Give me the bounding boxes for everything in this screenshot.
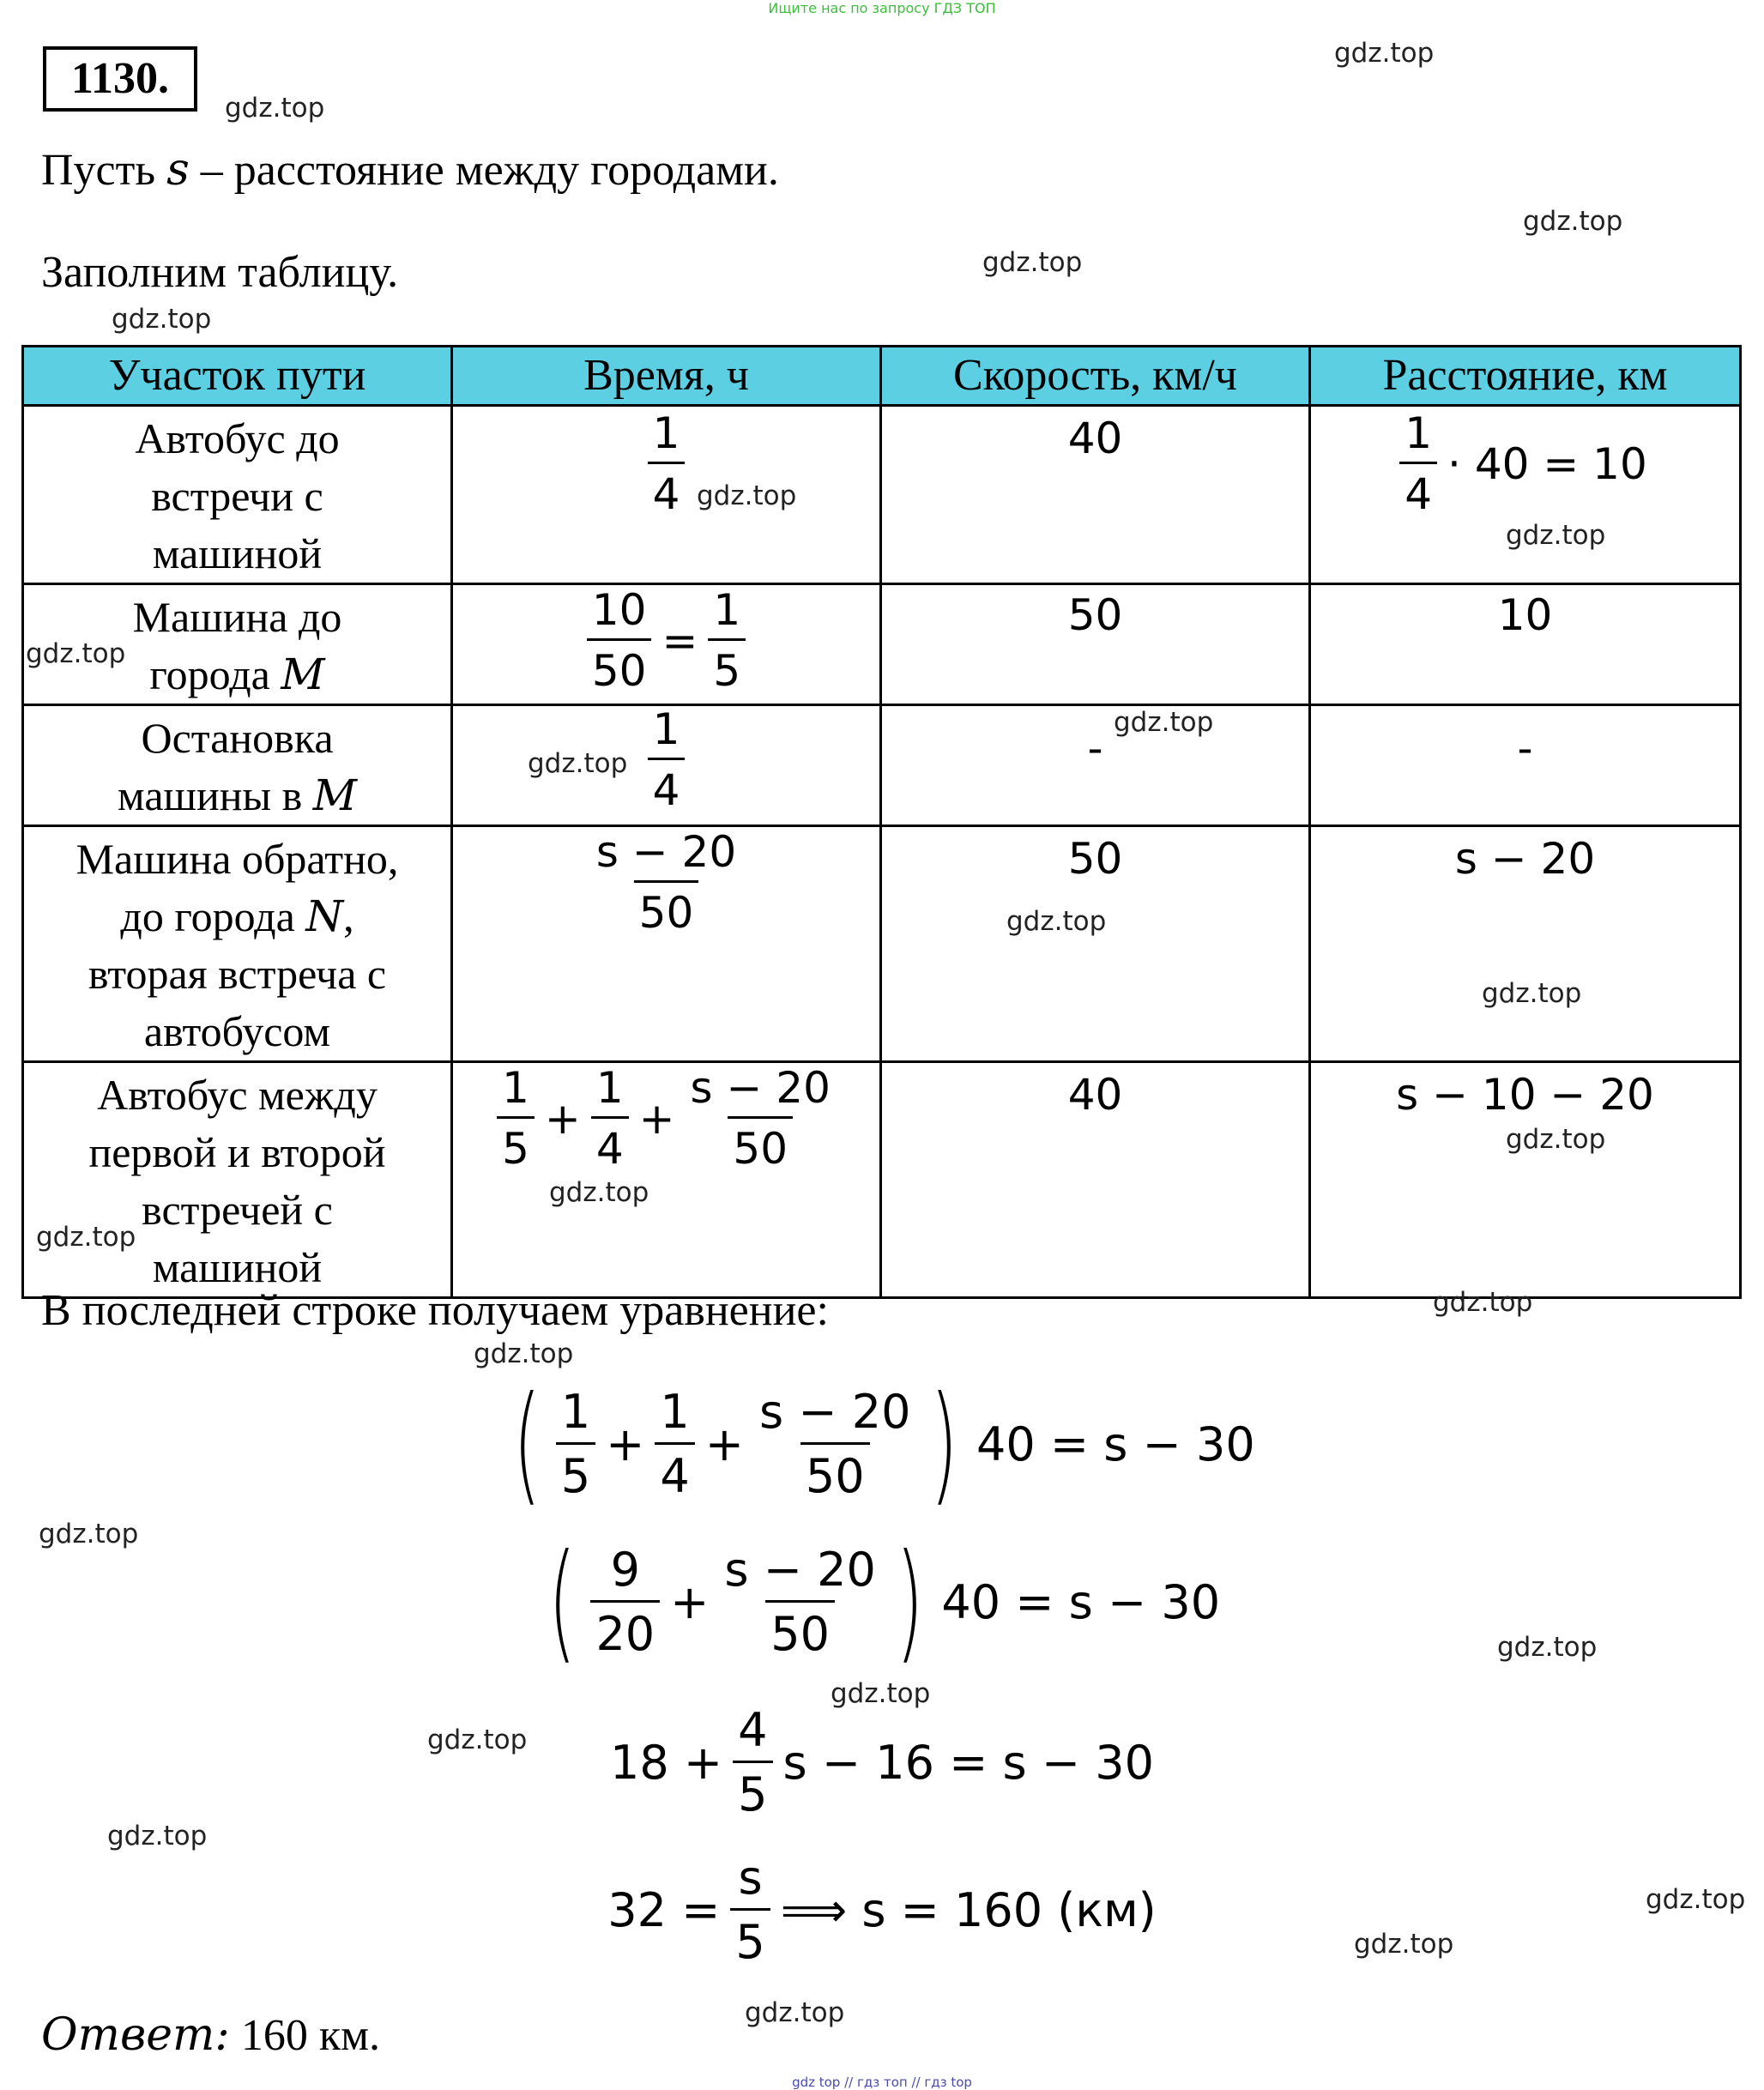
speed-cell: - xyxy=(881,705,1310,826)
watermark: gdz.top xyxy=(697,480,797,511)
distance-cell: s − 10 − 20 xyxy=(1310,1062,1741,1298)
watermark: gdz.top xyxy=(1482,978,1582,1009)
table-row xyxy=(23,705,1741,826)
time-cell: $\frac{1}{4}$ xyxy=(452,406,881,584)
segment-cell: Машина до города M xyxy=(23,584,452,705)
watermark: gdz.top xyxy=(474,1338,574,1369)
segment-cell: Остановка машины в M xyxy=(23,705,452,826)
watermark: gdz.top xyxy=(1506,1124,1606,1155)
speed-cell: 50 xyxy=(881,584,1310,705)
search-hint: Ищите нас по запросу ГДЗ ТОП xyxy=(768,0,996,16)
footer-links: gdz top // гдз топ // гдз top xyxy=(792,2075,972,2090)
segment-cell: Машина обратно, до города N, вторая встреча с автобусом xyxy=(23,826,452,1062)
watermark: gdz.top xyxy=(225,93,325,124)
table-row xyxy=(23,1062,1741,1298)
speed-cell: 40 xyxy=(881,1062,1310,1298)
speed-cell: 50 xyxy=(881,826,1310,1062)
watermark: gdz.top xyxy=(26,638,126,669)
answer xyxy=(41,2009,380,2062)
watermark: gdz.top xyxy=(1433,1287,1533,1318)
task-number: 1130. xyxy=(43,46,197,112)
watermark: gdz.top xyxy=(831,1678,931,1709)
time-cell: $\frac{1}{5}$ + $\frac{1}{4}$ + $\frac{s - 20}{50}$ xyxy=(452,1062,881,1298)
time-cell: $\frac{10}{50}$ = $\frac{1}{5}$ xyxy=(452,584,881,705)
header-segment: Участок пути xyxy=(23,347,452,406)
header-speed: Скорость, км/ч xyxy=(881,347,1310,406)
watermark: gdz.top xyxy=(1497,1632,1598,1663)
watermark: gdz.top xyxy=(1114,707,1214,738)
watermark: gdz.top xyxy=(1006,906,1107,937)
table-row xyxy=(23,584,1741,705)
equation-4: 32 = $\frac{s}{5}$ ⟹ s = 160 (км) xyxy=(607,1851,1157,1969)
watermark: gdz.top xyxy=(549,1177,649,1208)
header-time: Время, ч xyxy=(452,347,881,406)
equation-3: 18 + $\frac{4}{5}$ s − 16 = s − 30 xyxy=(610,1703,1154,1821)
distance-cell: 10 xyxy=(1310,584,1741,705)
table-row xyxy=(23,826,1741,1062)
watermark: gdz.top xyxy=(1506,520,1606,551)
table-row xyxy=(23,406,1741,584)
table-header-row xyxy=(23,347,1741,406)
segment-cell: Автобус между первой и второй встречей с машиной xyxy=(23,1062,452,1298)
solution-table xyxy=(21,345,1742,1299)
watermark: gdz.top xyxy=(1354,1929,1454,1960)
header-distance: Расстояние, км xyxy=(1310,347,1741,406)
equation-intro: В последней строке получаем уравнение: xyxy=(41,1286,829,1335)
time-cell: $\frac{1}{4}$ xyxy=(452,705,881,826)
watermark: gdz.top xyxy=(427,1725,528,1755)
watermark: gdz.top xyxy=(36,1222,136,1253)
equation-1: ( $\frac{1}{5}$ + $\frac{1}{4}$ + $\frac{s - 20}{50}$ ) 40 = s − 30 xyxy=(513,1369,1255,1519)
watermark: gdz.top xyxy=(1334,38,1435,69)
intro-variable: s xyxy=(166,144,190,196)
watermark: gdz.top xyxy=(745,1997,845,2028)
watermark: gdz.top xyxy=(112,304,212,335)
watermark: gdz.top xyxy=(528,748,628,779)
watermark: gdz.top xyxy=(39,1519,139,1549)
answer-label: Ответ: xyxy=(41,2009,230,2061)
watermark: gdz.top xyxy=(1646,1884,1746,1915)
intro-text: Пусть s – расстояние между городами. xyxy=(41,144,779,196)
answer-value: 160 км. xyxy=(229,2011,380,2060)
distance-cell: s − 20 xyxy=(1310,826,1741,1062)
distance-cell: $\frac{1}{4}$ · 40 = 10 xyxy=(1310,406,1741,584)
fill-table-text: Заполним таблицу. xyxy=(41,248,399,297)
speed-cell: 40 xyxy=(881,406,1310,584)
watermark: gdz.top xyxy=(107,1821,208,1851)
watermark: gdz.top xyxy=(1523,206,1623,237)
time-cell: $\frac{s - 20}{50}$ xyxy=(452,826,881,1062)
distance-cell: - xyxy=(1310,705,1741,826)
watermark: gdz.top xyxy=(982,247,1083,278)
equation-2: ( $\frac{9}{20}$ + $\frac{s - 20}{50}$ ) 40 = s − 30 xyxy=(548,1527,1221,1676)
segment-cell: Автобус до встречи с машиной xyxy=(23,406,452,584)
